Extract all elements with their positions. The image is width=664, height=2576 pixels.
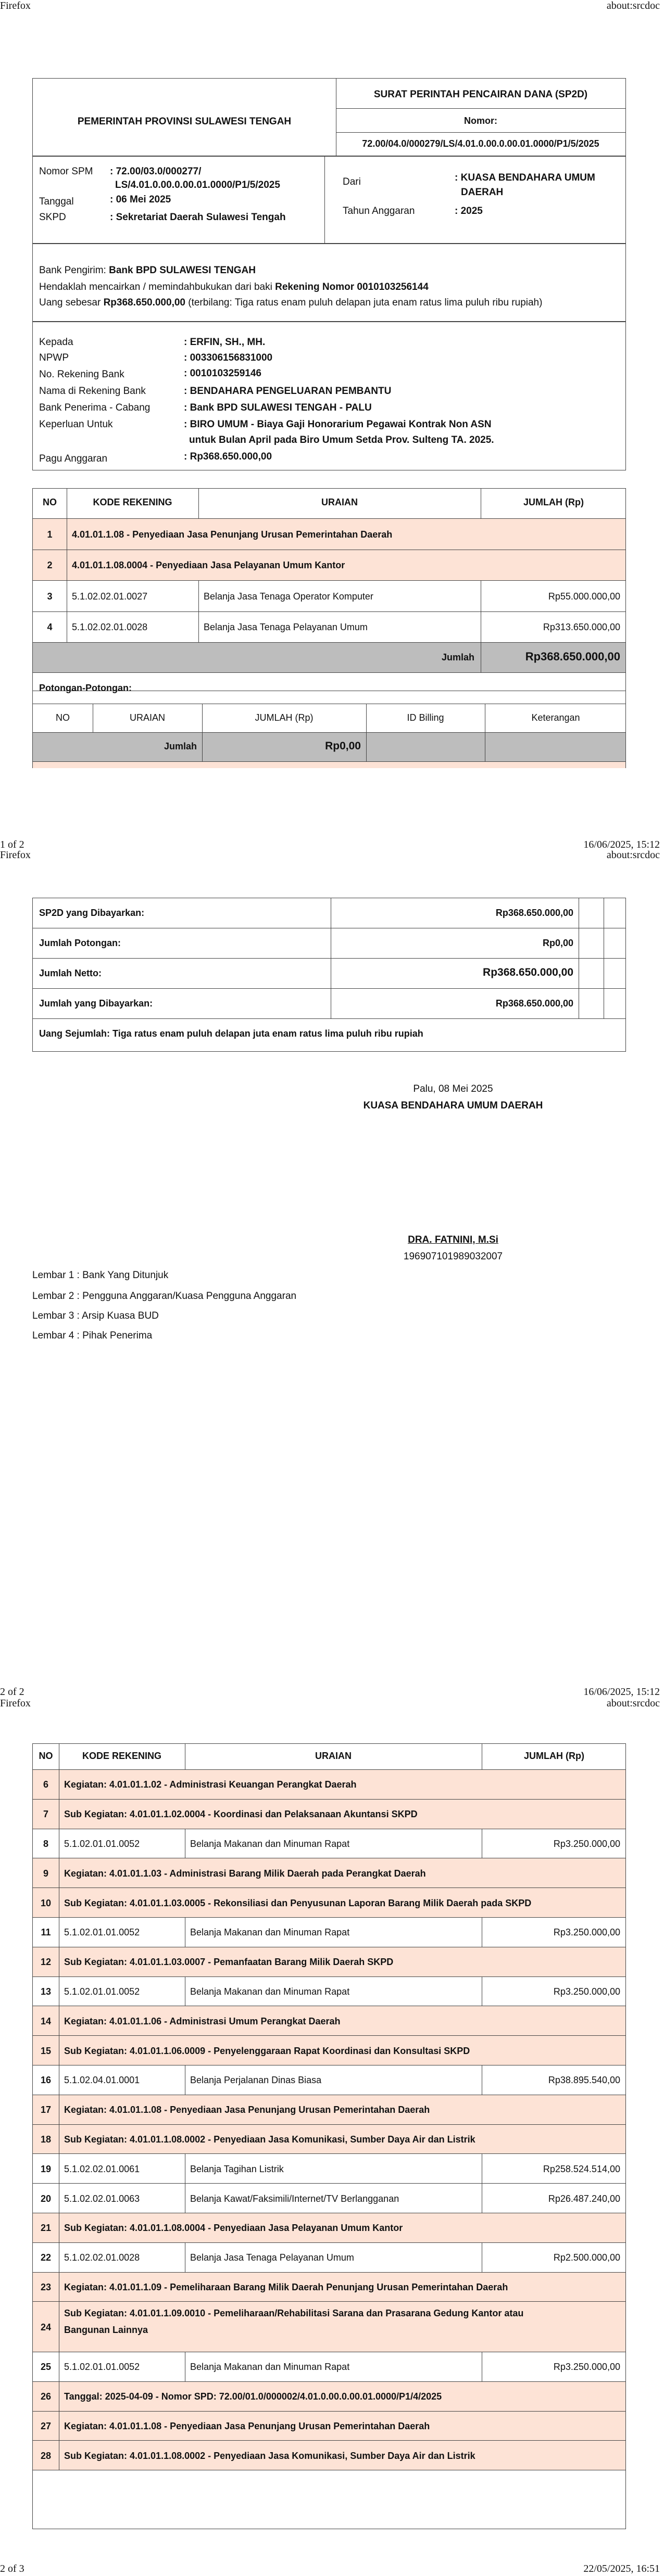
document-title: SURAT PERINTAH PENCAIRAN DANA (SP2D) [373, 89, 588, 100]
row-no: 9 [43, 1868, 48, 1879]
nomor-label: Nomor: [464, 116, 497, 126]
row-uraian: Belanja Kawat/Faksimili/Internet/TV Berlangganan [190, 2193, 399, 2204]
row-kegiatan: Sub Kegiatan: 4.01.01.1.09.0010 - Pemeliharaan/Rehabilitasi Sarana dan Prasarana Gedung Kantor atau [64, 2308, 524, 2319]
pot-col-no: NO [56, 712, 70, 723]
row-kegiatan: Sub Kegiatan: 4.01.01.1.08.0002 - Penyediaan Jasa Komunikasi, Sumber Daya Air dan Listrik [64, 2450, 475, 2461]
table-row [33, 2125, 625, 2154]
skpd-value: : Sekretariat Daerah Sulawesi Tengah [110, 212, 286, 223]
table-row [33, 1977, 625, 2007]
row-jumlah: Rp3.250.000,00 [553, 1838, 620, 1849]
row-kode: 5.1.02.02.01.0061 [64, 2163, 140, 2174]
nama-rekening-value: : BENDAHARA PENGELUARAN PEMBANTU [184, 386, 392, 397]
pot-col-jumlah: JUMLAH (Rp) [255, 712, 314, 723]
row-no: 13 [40, 1986, 52, 1997]
table-row [33, 2243, 625, 2273]
summary-row-netto [33, 959, 625, 989]
browser-url: about:srcdoc [606, 0, 660, 11]
row-no: 10 [40, 1897, 52, 1908]
page1-footer-right: 16/06/2025, 15:12 [583, 839, 660, 850]
row-jumlah: Rp38.895.540,00 [548, 2075, 620, 2086]
table-row [33, 2006, 625, 2036]
lembar-2: Lembar 2 : Pengguna Anggaran/Kuasa Pengguna Anggaran [32, 1291, 297, 1302]
summary-row-sp2d [33, 898, 625, 928]
row-no: 3 [47, 591, 53, 602]
pot-col-keterangan: Keterangan [531, 712, 580, 723]
summary-box [32, 898, 626, 1052]
row-uraian: Belanja Jasa Tenaga Pelayanan Umum [204, 622, 368, 633]
summary-label-potongan: Jumlah Potongan: [39, 938, 121, 948]
row-jumlah: Rp3.250.000,00 [553, 1986, 620, 1997]
row-kegiatan: Sub Kegiatan: 4.01.01.1.06.0009 - Penyelenggaraan Rapat Koordinasi dan Konsultasi SKPD [64, 2045, 470, 2056]
table-header-row [33, 489, 625, 519]
page1-footer-left: 1 of 2 [0, 839, 24, 850]
row-no: 26 [40, 2391, 52, 2402]
signer-name: DRA. FATNINI, M.Si [408, 1234, 498, 1245]
npwp-label: NPWP [39, 352, 69, 363]
row-kegiatan-cont: Bangunan Lainnya [64, 2325, 148, 2336]
table-row [33, 2302, 625, 2352]
row-kode: 5.1.02.02.01.0028 [72, 622, 148, 633]
table-row [33, 2382, 625, 2412]
row-no: 22 [40, 2252, 52, 2263]
signer-nip: 196907101989032007 [403, 1251, 503, 1262]
row-no: 17 [40, 2105, 52, 2115]
bank-penerima-value: : Bank BPD SULAWESI TENGAH - PALU [184, 402, 372, 413]
p3-col-uraian: URAIAN [315, 1751, 352, 1761]
summary-label-netto: Jumlah Netto: [39, 968, 102, 978]
rekening-table [32, 488, 626, 691]
tanggal-value: : 06 Mei 2025 [110, 194, 171, 205]
sp2d-header-box [32, 78, 626, 156]
page3-footer-left: 2 of 3 [0, 2563, 24, 2574]
browser-name-2: Firefox [0, 849, 31, 861]
pagu-value: : Rp368.650.000,00 [184, 451, 272, 462]
summary-label-dibayarkan: Jumlah yang Dibayarkan: [39, 998, 153, 1009]
row-kode: 5.1.02.01.01.0052 [64, 2362, 140, 2373]
col-jumlah: JUMLAH (Rp) [523, 497, 584, 507]
table-row [33, 550, 625, 581]
rekening-table-cont [32, 1743, 626, 2529]
kepada-label: Kepada [39, 337, 73, 348]
row-kegiatan: 4.01.01.1.08 - Penyediaan Jasa Penunjang Urusan Pemerintahan Daerah [72, 529, 393, 540]
tahun-value: : 2025 [455, 206, 483, 216]
spm-info-box [32, 156, 626, 244]
row-kegiatan: Kegiatan: 4.01.01.1.09 - Pemeliharaan Barang Milik Daerah Penunjang Urusan Pemerintahan Daerah [64, 2281, 508, 2292]
row-jumlah: Rp3.250.000,00 [553, 2362, 620, 2373]
row-no: 15 [40, 2045, 52, 2056]
row-no: 7 [43, 1809, 48, 1820]
table-row [33, 581, 625, 612]
row-uraian: Belanja Jasa Tenaga Operator Komputer [204, 591, 373, 602]
row-jumlah: Rp313.650.000,00 [543, 622, 620, 633]
potongan-jumlah-row [33, 733, 625, 762]
row-no: 24 [40, 2322, 52, 2332]
browser-url-3: about:srcdoc [606, 1698, 660, 1709]
row-jumlah: Rp258.524.514,00 [543, 2163, 620, 2174]
spm-value-cont: LS/4.01.0.00.0.00.01.0000/P1/5/2025 [115, 180, 280, 190]
row-no: 28 [40, 2450, 52, 2461]
row-uraian: Belanja Makanan dan Minuman Rapat [190, 2362, 350, 2373]
row-kegiatan: Sub Kegiatan: 4.01.01.1.03.0005 - Rekonsiliasi dan Penyusunan Laporan Barang Milik Daerah pada SKPD [64, 1897, 532, 1908]
lembar-1: Lembar 1 : Bank Yang Ditunjuk [32, 1270, 169, 1281]
row-no: 14 [40, 2016, 52, 2026]
row-kegiatan: 4.01.01.1.08.0004 - Penyediaan Jasa Pelayanan Umum Kantor [72, 560, 345, 571]
summary-label-sp2d: SP2D yang Dibayarkan: [39, 908, 145, 918]
row-no: 2 [47, 560, 53, 571]
keperluan-value-cont: untuk Bulan April pada Biro Umum Setda Prov. Sulteng TA. 2025. [189, 435, 494, 445]
amount-line: Uang sebesar Rp368.650.000,00 (terbilang: Tiga ratus enam puluh delapan juta enam ratus lima puluh ribu rupiah) [39, 297, 543, 308]
p3-col-jumlah: JUMLAH (Rp) [524, 1751, 584, 1761]
bank-penerima-label: Bank Penerima - Cabang [39, 402, 151, 413]
summary-value-potongan: Rp0,00 [542, 938, 573, 948]
row-kode: 5.1.02.02.01.0063 [64, 2193, 140, 2204]
npwp-value: : 003306156831000 [184, 352, 273, 363]
jumlah-value: Rp368.650.000,00 [525, 650, 620, 663]
row-no: 27 [40, 2420, 52, 2431]
table-row [33, 612, 625, 643]
row-kode: 5.1.02.02.01.0028 [64, 2252, 140, 2263]
row-jumlah: Rp3.250.000,00 [553, 1927, 620, 1938]
potongan-header-row [33, 704, 625, 733]
row-no: 11 [41, 1927, 51, 1938]
recipient-box [32, 322, 626, 470]
summary-value-netto: Rp368.650.000,00 [483, 966, 573, 978]
jumlah-label: Jumlah [441, 652, 474, 662]
table-row [33, 2441, 625, 2470]
p3-col-no: NO [39, 1751, 53, 1761]
col-kode: KODE REKENING [93, 497, 172, 507]
row-no: 8 [43, 1838, 48, 1849]
row-uraian: Belanja Makanan dan Minuman Rapat [190, 1927, 350, 1938]
row-no: 23 [40, 2281, 52, 2292]
browser-name: Firefox [0, 0, 31, 11]
page2-footer-left: 2 of 2 [0, 1686, 24, 1698]
row-no: 12 [40, 1957, 52, 1968]
keperluan-value: : BIRO UMUM - Biaya Gaji Honorarium Pegawai Kontrak Non ASN [184, 419, 492, 430]
table-header-row-p3 [33, 1744, 625, 1770]
table-row [33, 2095, 625, 2125]
row-kegiatan: Kegiatan: 4.01.01.1.02 - Administrasi Keuangan Perangkat Daerah [64, 1779, 357, 1790]
row-kode: 5.1.02.01.01.0052 [64, 1927, 140, 1938]
table-row [33, 519, 625, 550]
row-kegiatan: Sub Kegiatan: 4.01.01.1.08.0004 - Penyediaan Jasa Pelayanan Umum Kantor [64, 2223, 403, 2234]
nomor-value: 72.00/04.0/000279/LS/4.01.0.00.0.00.01.0000/P1/5/2025 [362, 138, 599, 149]
pagu-label: Pagu Anggaran [39, 453, 108, 464]
row-kode: 5.1.02.01.01.0052 [64, 1838, 140, 1849]
dari-value-cont: DAERAH [461, 187, 504, 198]
row-no: 16 [40, 2075, 52, 2086]
row-kegiatan: Kegiatan: 4.01.01.1.08 - Penyediaan Jasa Penunjang Urusan Pemerintahan Daerah [64, 2420, 430, 2431]
row-no: 1 [47, 529, 53, 540]
spm-value: : 72.00/03.0/000277/ [110, 166, 202, 177]
row-kode: 5.1.02.04.01.0001 [64, 2075, 140, 2086]
row-jumlah: Rp2.500.000,00 [553, 2252, 620, 2263]
row-uraian: Belanja Perjalanan Dinas Biasa [190, 2075, 322, 2086]
summary-row-potongan [33, 928, 625, 959]
bank-info-box [32, 244, 626, 322]
row-kegiatan: Sub Kegiatan: 4.01.01.1.03.0007 - Pemanfaatan Barang Milik Daerah SKPD [64, 1957, 394, 1968]
potongan-title: Potongan-Potongan: [39, 683, 132, 693]
row-kegiatan: Kegiatan: 4.01.01.1.06 - Administrasi Umum Perangkat Daerah [64, 2016, 341, 2026]
row-kegiatan: Kegiatan: 4.01.01.1.03 - Administrasi Barang Milik Daerah pada Perangkat Daerah [64, 1868, 426, 1879]
row-jumlah: Rp55.000.000,00 [548, 591, 620, 602]
col-no: NO [43, 497, 57, 507]
table-row [33, 2412, 625, 2441]
col-uraian: URAIAN [321, 497, 358, 507]
row-no: 21 [40, 2223, 52, 2234]
tahun-label: Tahun Anggaran [343, 206, 415, 216]
row-uraian: Belanja Makanan dan Minuman Rapat [190, 1986, 350, 1997]
page2-footer-right: 16/06/2025, 15:12 [583, 1686, 660, 1698]
row-kode: 5.1.02.01.01.0052 [64, 1986, 140, 1997]
potongan-box [32, 673, 626, 768]
row-no: 4 [47, 622, 53, 633]
lembar-4: Lembar 4 : Pihak Penerima [32, 1330, 153, 1341]
row-uraian: Belanja Jasa Tenaga Pelayanan Umum [190, 2252, 354, 2263]
row-uraian: Belanja Tagihan Listrik [190, 2163, 284, 2174]
row-kegiatan: Sub Kegiatan: 4.01.01.1.02.0004 - Koordinasi dan Pelaksanaan Akuntansi SKPD [64, 1809, 418, 1820]
table-row [33, 2184, 625, 2213]
table-row [33, 1947, 625, 1977]
jumlah-row [33, 643, 625, 673]
table-row [33, 1918, 625, 1947]
page3-footer-right: 22/05/2025, 16:51 [583, 2563, 660, 2574]
row-uraian: Belanja Makanan dan Minuman Rapat [190, 1838, 350, 1849]
summary-row-dibayarkan [33, 989, 625, 1019]
row-kegiatan: Tanggal: 2025-04-09 - Nomor SPD: 72.00/01.0/000002/4.01.0.00.0.00.01.0000/P1/4/2025 [64, 2391, 442, 2402]
dari-label: Dari [343, 176, 361, 187]
row-no: 25 [40, 2362, 52, 2373]
summary-value-sp2d: Rp368.650.000,00 [495, 908, 573, 918]
table-row [33, 1800, 625, 1829]
table-row [33, 2352, 625, 2382]
table-row [33, 1858, 625, 1888]
row-kegiatan: Kegiatan: 4.01.01.1.08 - Penyediaan Jasa Penunjang Urusan Pemerintahan Daerah [64, 2105, 430, 2115]
table-row [33, 2273, 625, 2302]
dari-value: : KUASA BENDAHARA UMUM [455, 172, 595, 183]
table-row [33, 1770, 625, 1800]
p3-col-kode: KODE REKENING [82, 1751, 161, 1761]
skpd-label: SKPD [39, 212, 66, 223]
tanggal-label: Tanggal [39, 196, 74, 207]
summary-value-dibayarkan: Rp368.650.000,00 [495, 998, 573, 1009]
pot-col-idbilling: ID Billing [407, 712, 444, 723]
browser-name-3: Firefox [0, 1698, 31, 1709]
row-kegiatan: Sub Kegiatan: 4.01.01.1.08.0002 - Penyediaan Jasa Komunikasi, Sumber Daya Air dan Listrik [64, 2134, 475, 2145]
row-no: 6 [43, 1779, 48, 1790]
keperluan-label: Keperluan Untuk [39, 419, 113, 430]
table-row [33, 1829, 625, 1859]
place-date: Palu, 08 Mei 2025 [413, 1083, 493, 1094]
browser-url-2: about:srcdoc [606, 849, 660, 861]
pot-jumlah-value: Rp0,00 [325, 740, 361, 752]
row-kode: 5.1.02.02.01.0027 [72, 591, 148, 602]
lembar-3: Lembar 3 : Arsip Kuasa BUD [32, 1310, 159, 1321]
table-row [33, 1888, 625, 1918]
pot-col-uraian: URAIAN [129, 712, 165, 723]
rekening-value: : 0010103259146 [184, 368, 261, 379]
table-row [33, 2213, 625, 2243]
signer-title: KUASA BENDAHARA UMUM DAERAH [363, 1100, 543, 1111]
row-jumlah: Rp26.487.240,00 [548, 2193, 620, 2204]
nama-rekening-label: Nama di Rekening Bank [39, 386, 146, 397]
row-no: 18 [40, 2134, 52, 2145]
row-no: 20 [40, 2193, 52, 2204]
bank-pengirim-line: Bank Pengirim: Bank BPD SULAWESI TENGAH [39, 265, 256, 276]
pot-jumlah-label: Jumlah [164, 741, 197, 751]
table-row [33, 2154, 625, 2184]
rekening-line: Hendaklah mencairkan / memindahbukukan dari baki Rekening Nomor 0010103256144 [39, 282, 429, 292]
issuer-name: PEMERINTAH PROVINSI SULAWESI TENGAH [77, 116, 292, 127]
row-no: 19 [40, 2163, 52, 2174]
spm-label: Nomor SPM [39, 166, 93, 177]
table-row [33, 2065, 625, 2095]
rekening-label: No. Rekening Bank [39, 369, 124, 380]
table-row [33, 2036, 625, 2065]
terbilang-text: Uang Sejumlah: Tiga ratus enam puluh delapan juta enam ratus lima puluh ribu rupiah [39, 1028, 423, 1039]
kepada-value: : ERFIN, SH., MH. [184, 337, 266, 348]
